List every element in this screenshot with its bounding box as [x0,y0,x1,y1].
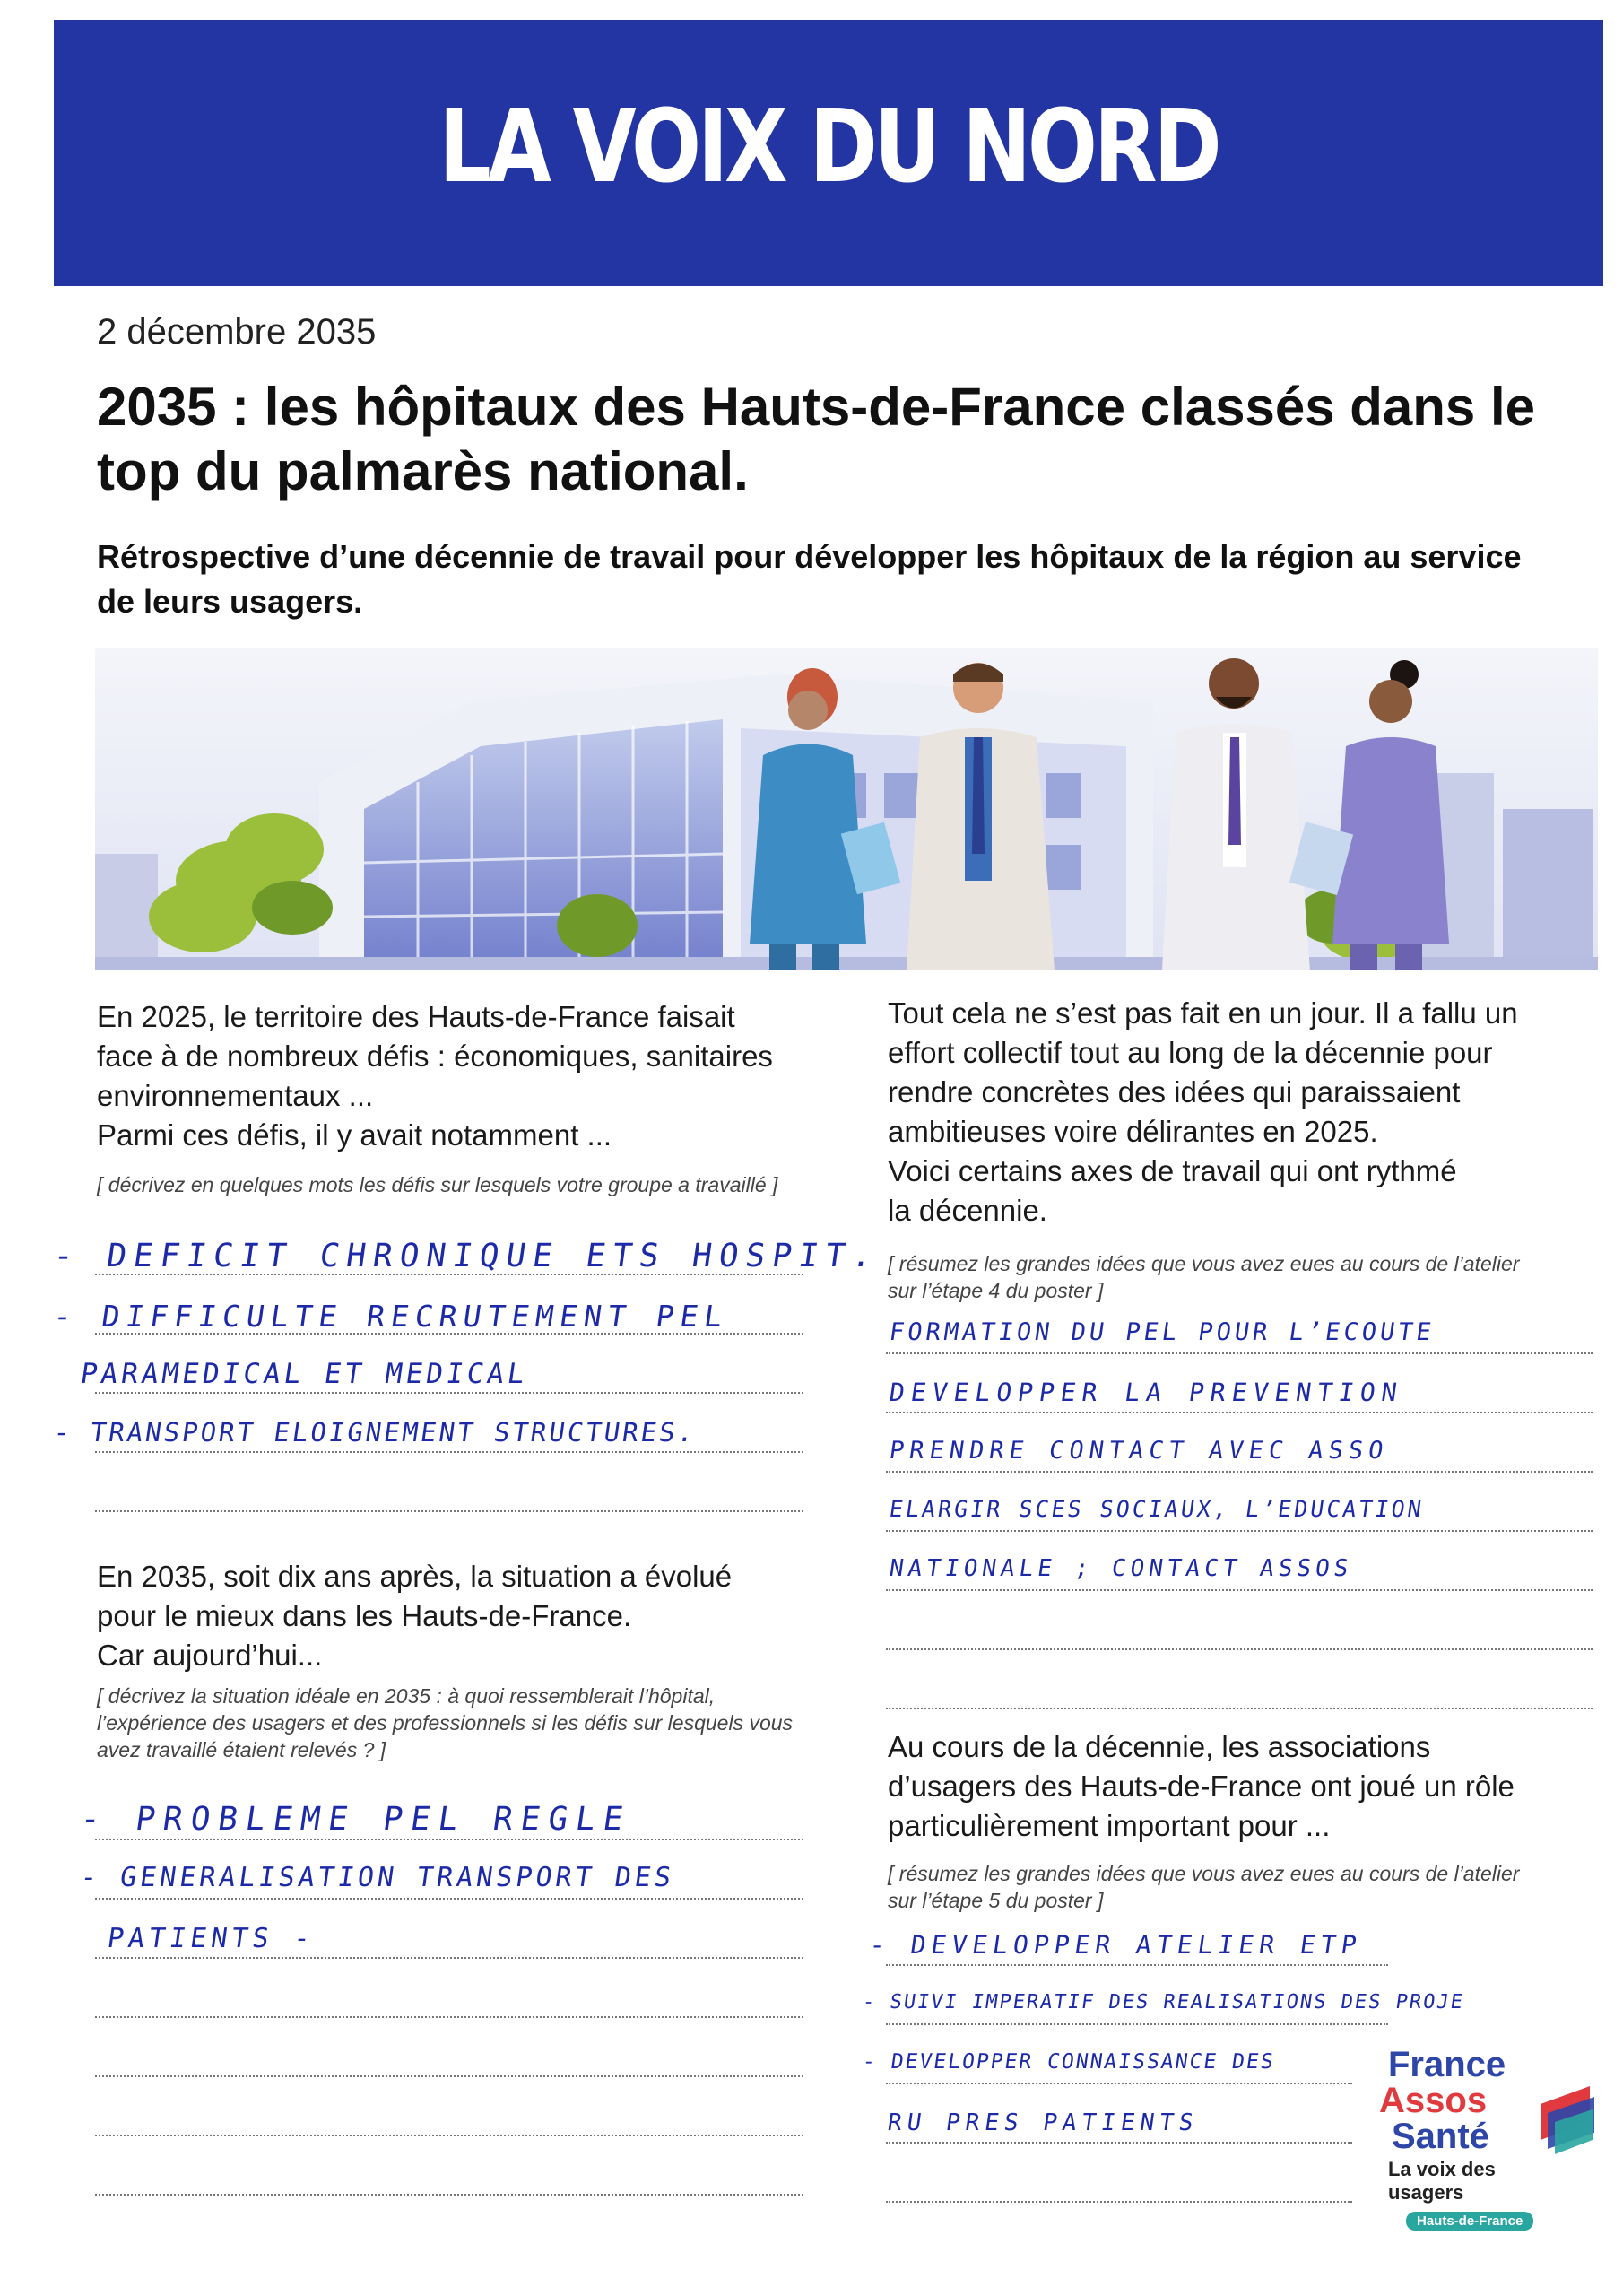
left-intro-2: En 2035, soit dix ans après, la situation a évolué pour le mieux dans les Hauts-de-France. Car aujourd’hui... [97,1560,733,1672]
answer-line [886,1708,1593,1709]
answer-line [886,1589,1593,1591]
answer-line [95,1957,803,1959]
handwritten-answer: PARAMEDICAL ET MEDICAL [78,1358,531,1390]
answer-line [886,1412,1593,1413]
handwritten-answer: PRENDRE CONTACT AVEC ASSO [887,1437,1391,1465]
handwritten-answer: ELARGIR SCES SOCIAUX, L’EDUCATION [887,1496,1426,1522]
answer-line [95,1392,803,1394]
answer-line [95,2016,803,2018]
handwritten-answer: - DEVELOPPER ATELIER ETP [867,1930,1364,1960]
article-subhead: Rétrospective d’une décennie de travail pour développer les hôpitaux de la région au service de leurs usagers. [97,538,1522,620]
answer-line [886,1964,1388,1966]
handwritten-answer: - TRANSPORT ELOIGNEMENT STRUCTURES. [51,1417,699,1448]
logo-tagline: La voix des usagers [1388,2158,1496,2204]
logo-word-sante: Santé [1392,2117,1489,2156]
handwritten-answer: RU PRES PATIENTS [885,2109,1201,2136]
answer-line [886,1648,1593,1650]
answer-line [886,1352,1593,1354]
handwritten-answer: PATIENTS - [105,1923,317,1954]
answer-line [95,1451,803,1453]
answer-line [95,1510,803,1512]
answer-line [95,2194,803,2196]
answer-line [95,1839,803,1840]
handwritten-answer: - DEVELOPPER CONNAISSANCE DES [861,2050,1277,2074]
logo-ribbon-icon [1541,2077,1594,2158]
hospital-staff-illustration [95,648,1598,970]
answer-line [886,2023,1388,2025]
answer-line [886,1471,1593,1473]
answer-line [886,2142,1352,2144]
masthead-title: LA VOIX DU NORD [438,89,1219,205]
logo-region-badge: Hauts-de-France [1406,2212,1533,2231]
left-intro-1: En 2025, le territoire des Hauts-de-France faisait face à de nombreux défis : économiques, sanitaires environnementaux ... Parmi ces défis, il y avait notamment ... [97,1000,773,1152]
answer-line [95,2135,803,2136]
logo-word-assos: Assos [1379,2081,1488,2120]
handwritten-answer: FORMATION DU PEL POUR L’ECOUTE [887,1318,1436,1346]
handwritten-answer: DEVELOPPER LA PREVENTION [887,1378,1405,1407]
answer-line [95,1898,803,1900]
handwritten-answer: - DIFFICULTE RECRUTEMENT PEL [51,1299,732,1334]
answer-line [886,2201,1352,2203]
right-hint-1: [ résumez les grandes idées que vous avez eues au cours de l’atelier sur l’étape 4 du poster ] [888,1252,1520,1302]
france-assos-sante-logo [1370,2047,1576,2231]
logo-word-france: France [1388,2045,1506,2084]
handwritten-answer: - GENERALISATION TRANSPORT DES [78,1862,677,1893]
article-headline: 2035 : les hôpitaux des Hauts-de-France classés dans le top du palmarès national. [97,377,1536,501]
handwritten-answer: - SUIVI IMPERATIF DES REALISATIONS DES PROJE [861,1991,1466,2013]
handwritten-answer: NATIONALE ; CONTACT ASSOS [887,1555,1355,1582]
right-hint-2: [ résumez les grandes idées que vous avez eues au cours de l’atelier sur l’étape 5 du poster ] [888,1862,1520,1912]
right-intro-2: Au cours de la décennie, les associations d’usagers des Hauts-de-France ont joué un rôle particulièrement important pour ... [888,1730,1515,1842]
handwritten-answer: - PROBLEME PEL REGLE [78,1801,634,1838]
handwritten-answer: - DEFICIT CHRONIQUE ETS HOSPIT. [51,1238,881,1274]
left-hint-1: [ décrivez en quelques mots les défis sur lesquels votre groupe a travaillé ] [97,1173,778,1196]
masthead-banner [54,20,1603,286]
answer-line [886,2083,1352,2084]
right-intro-1: Tout cela ne s’est pas fait en un jour. Il a fallu un effort collectif tout au long de la décennie pour rendre concrètes des idées qui paraissaient ambitieuses voire délirantes en 2025. Voici certains axes de travail qui ont rythmé la décennie. [888,996,1518,1227]
answer-line [95,2075,803,2077]
answer-line [886,1530,1593,1532]
article-date: 2 décembre 2035 [97,312,377,352]
left-hint-2: [ décrivez la situation idéale en 2035 : à quoi ressemblerait l’hôpital, l’expérience des usagers et des professionnels si les défis sur lesquels vous avez travaillé étaient relevés ? ] [97,1684,794,1761]
